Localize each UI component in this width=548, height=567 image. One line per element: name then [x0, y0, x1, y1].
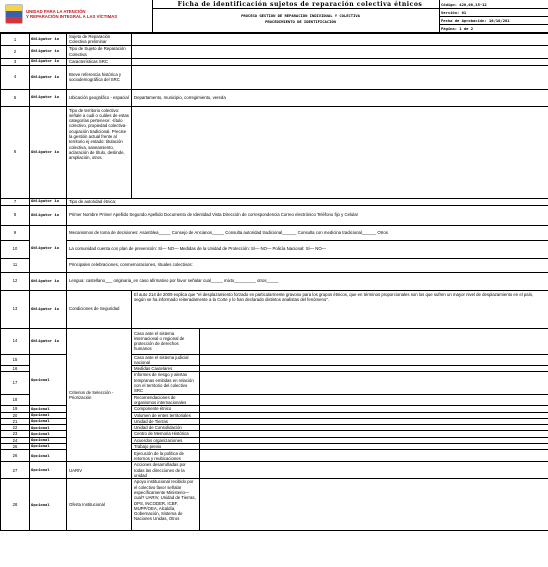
- table-row: [1, 205, 548, 225]
- row-number: 21: [1, 418, 30, 424]
- criteria-label: Criterios de Selección - Priorización: [67, 328, 132, 462]
- field-type: Opcional: [30, 444, 67, 450]
- criteria-item: Acuerdos organizaciones: [132, 437, 200, 443]
- criteria-item: Recomendaciones de organismos internacionales: [132, 394, 200, 406]
- field-type: Opcional: [30, 431, 67, 437]
- field-label: Principales celebraciones, conmemoraciones, rituales colectivos:: [67, 258, 548, 272]
- criteria-item: Volumen de entes territoriales: [132, 412, 200, 418]
- field-value: El auto 214 de 2009 explica que "el desplazamiento forzado es particularmente gravoso para los grupos étnicos, que en términos proporcionales son los que sufren un mayor nivel de desplazamiento en el país, según se ha informado reiteradamente a la Corte y lo han declarado distintos analistas del fenómeno".: [132, 290, 548, 328]
- field-value[interactable]: [132, 34, 548, 46]
- criteria-item: Caso ante el sistema internacional o regional de protección de derechos humanos: [132, 328, 200, 354]
- field-type: Opcional: [30, 462, 67, 479]
- field-label: Características SRC: [67, 58, 132, 65]
- row-number: 7: [1, 198, 30, 205]
- page-number: Página: 1 de 2: [441, 26, 474, 31]
- field-label: Condiciones de Seguridad: [67, 290, 132, 328]
- row-number: 4: [1, 65, 30, 89]
- field-type: Obligator io: [30, 89, 67, 106]
- row-number: 20: [1, 412, 30, 418]
- field-type: Obligator io: [30, 65, 67, 89]
- row-number: 15: [1, 354, 30, 366]
- field-value[interactable]: [200, 354, 548, 366]
- table-row: [1, 58, 548, 65]
- field-value[interactable]: [132, 106, 548, 198]
- field-type: Opcional: [30, 418, 67, 424]
- procedure-name: PROCEDIMIENTO DE IDENTIFICACIÓN: [265, 19, 336, 24]
- field-label: Mecanismos de toma de decisiones: Asamblea_____ Consejo de Ancianos_____ Consulta autoridad tradicional______ Consulta con medicina tradicional______ Otros: [67, 225, 548, 240]
- row-number: 11: [1, 258, 30, 272]
- field-type: Obligator io: [30, 225, 67, 272]
- form-code: Código: 420,08,15-12: [441, 2, 487, 7]
- row-number: 2: [1, 45, 30, 58]
- table-row: [1, 45, 548, 58]
- field-value[interactable]: [200, 372, 548, 394]
- field-value[interactable]: [200, 450, 548, 462]
- row-number: 25: [1, 444, 30, 450]
- row-number: 23: [1, 431, 30, 437]
- field-type: Opcional: [30, 406, 67, 412]
- form-version: Versión: 01: [441, 10, 467, 15]
- logo-text: UNIDAD PARA LA ATENCIÓN: [26, 9, 86, 14]
- field-type: Obligator io: [30, 272, 67, 290]
- table-row: [1, 65, 548, 89]
- field-type: Obligator io: [30, 45, 67, 58]
- criteria-item: Ejecución de la política de retornos y reubicaciones: [132, 450, 200, 462]
- table-row: [1, 89, 548, 106]
- criteria-item: Acciones desarrolladas por todas las direcciones de la unidad: [132, 462, 200, 479]
- table-row: [1, 198, 548, 205]
- row-number: 17: [1, 372, 30, 394]
- row-number: 18: [1, 394, 30, 406]
- form-header: [0, 0, 548, 33]
- row-number: 27: [1, 462, 30, 479]
- row-number: 26: [1, 450, 30, 462]
- criteria-item: Apoyo institucional recibido por el colectivo favor señalar específicamente Ministerio—cual? UARIV, Unidad de Tierras, DPS, INCODER, ICBF, MUPP/OEA, Alcaldía, Gobernación, Sistema de Naciones Unidas, Otros: [132, 479, 200, 531]
- row-number: 3: [1, 58, 30, 65]
- criteria-item: Unidad de Tierras: [132, 418, 200, 424]
- criteria-item: Trabajo previo: [132, 444, 200, 450]
- row-number: 24: [1, 437, 30, 443]
- criteria-item: Caso ante el sistema judicial nacional: [132, 354, 200, 366]
- table-row: [1, 34, 548, 46]
- row-number: 10: [1, 240, 30, 258]
- criteria-item: Informes de riesgo y alertas tempranas emitidas en relación con el territorio del colectivo SRC: [132, 372, 200, 394]
- criteria-item: Componente étnico: [132, 406, 200, 412]
- field-type: Opcional: [30, 450, 67, 462]
- row-number: 8: [1, 205, 30, 225]
- field-type: Obligator io: [30, 58, 67, 65]
- field-type: Obligator io: [30, 198, 67, 205]
- field-label: Primer Nombre Primer Apellido Segundo Apellido Documento de Identidad Vista Dirección de correspondencia Correo electrónico Teléfono fijo y Celular: [67, 205, 548, 225]
- criteria-item: Centro de Memoria Histórica: [132, 431, 200, 437]
- field-label: Ubicación geográfico - espacial: [67, 89, 132, 106]
- field-type: Obligator io: [30, 290, 67, 328]
- field-type: Opcional: [30, 425, 67, 431]
- table-row: [1, 290, 548, 328]
- field-type: Obligator io: [30, 106, 67, 198]
- row-number: 22: [1, 425, 30, 431]
- field-label: Tipo de Sujeto de Reparación Colectiva: [67, 45, 132, 58]
- field-value[interactable]: [200, 479, 548, 531]
- criteria-item: Medidas Cautelares: [132, 366, 200, 372]
- field-label: Lengua: castellano___ originaria_en caso afirmativo por favor señalar cual_____ mixto_________ otros_____: [67, 272, 548, 290]
- field-type: Opcional: [30, 354, 67, 406]
- table-row: [1, 225, 548, 240]
- field-type: Obligator io: [30, 205, 67, 225]
- row-number: 12: [1, 272, 30, 290]
- field-value[interactable]: [132, 65, 548, 89]
- field-label: UARIV: [67, 462, 132, 479]
- field-value[interactable]: [200, 394, 548, 406]
- field-type: Opcional: [30, 437, 67, 443]
- process-name: PROCESO GESTIÓN DE REPARACIÓN INDIVIDUAL Y COLECTIVA: [241, 13, 360, 18]
- row-number: 19: [1, 406, 30, 412]
- field-type: Obligator io: [30, 34, 67, 46]
- table-row: [1, 328, 548, 354]
- coat-of-arms-icon: [5, 4, 23, 24]
- field-label: Breve referencia histórica y sociodemográfica del SRC: [67, 65, 132, 89]
- logo-text: Y REPARACIÓN INTEGRAL A LAS VÍCTIMAS: [26, 14, 118, 19]
- table-row: [1, 479, 548, 531]
- field-label: Tipo de territorio colectivo: señale a cuál o cuáles de estas categorías pertenece: -título colectivo, propiedad colectiva- ocupación tradicional. Precise la gestión actual frente al territorio ej estado: titulación colectiva, saneamiento, aclaración de título, deslinde, ampliación, otros.: [67, 106, 132, 198]
- field-value[interactable]: [200, 328, 548, 354]
- form-title: Ficha de identificación sujetos de reparación colectiva étnicos: [177, 1, 423, 8]
- approval-date: Fecha de Aprobación: 16/10/201: [441, 18, 510, 23]
- form-table: [0, 33, 548, 531]
- field-label: Tipo de autoridad étnica:: [67, 198, 548, 205]
- row-number: 9: [1, 225, 30, 240]
- table-row: [1, 106, 548, 198]
- field-value[interactable]: [132, 45, 548, 58]
- field-value[interactable]: [132, 58, 548, 65]
- row-number: 6: [1, 106, 30, 198]
- table-row: [1, 462, 548, 479]
- field-label: Sujeto de Reparación Colectiva preliminar: [67, 34, 132, 46]
- field-label: La comunidad cuenta con plan de prevención: Sí— NO— Medidas de la Unidad de Protección: Sí— NO— Policía Nacional: Sí— NO—: [67, 240, 548, 258]
- row-number: 5: [1, 89, 30, 106]
- field-type: Opcional: [30, 479, 67, 531]
- row-number: 13: [1, 290, 30, 328]
- row-number: 1: [1, 34, 30, 46]
- field-type: Opcional: [30, 412, 67, 418]
- field-value[interactable]: [200, 462, 548, 479]
- field-type: Obligator io: [30, 328, 67, 354]
- row-number: 16: [1, 366, 30, 372]
- table-row: [1, 258, 548, 272]
- criteria-item: Unidad de Consolidación: [132, 425, 200, 431]
- field-label: Oferta Institucional: [67, 479, 132, 531]
- table-row: [1, 240, 548, 258]
- logo: [2, 2, 152, 28]
- field-value[interactable]: Departamento, municipio, corregimiento, vereda: [132, 89, 548, 106]
- table-row: [1, 272, 548, 290]
- row-number: 28: [1, 479, 30, 531]
- row-number: 14: [1, 328, 30, 354]
